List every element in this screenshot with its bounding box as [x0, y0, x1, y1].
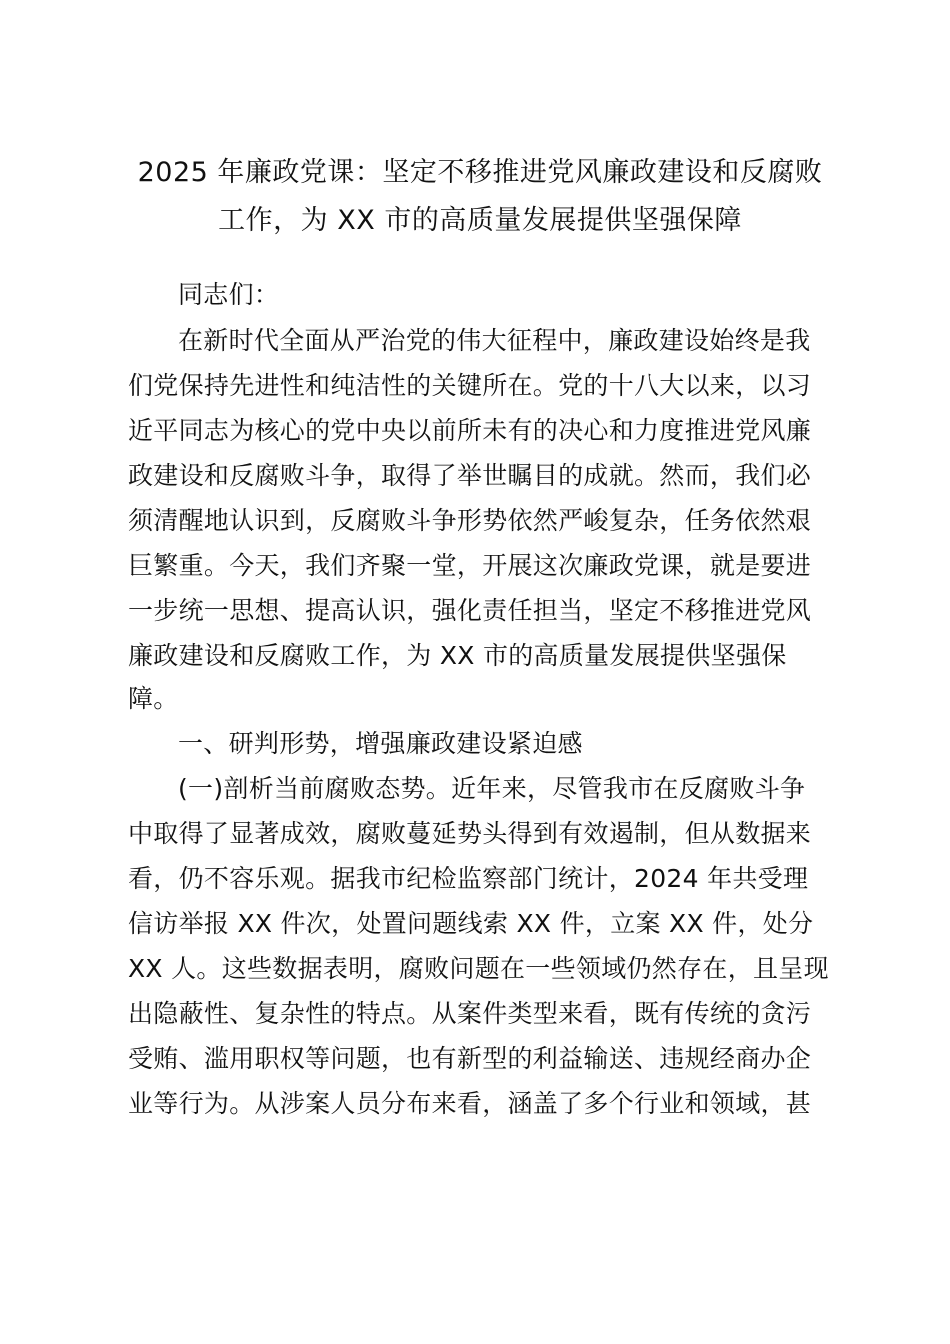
subsection-line: (一)剖析当前腐败态势。近年来，尽管我市在反腐败斗争	[178, 774, 806, 803]
subsection-line: 出隐蔽性、复杂性的特点。从案件类型来看，既有传统的贪污	[128, 999, 812, 1028]
intro-line: 近平同志为核心的党中央以前所未有的决心和力度推进党风廉	[128, 416, 812, 445]
intro-line: 在新时代全面从严治党的伟大征程中，廉政建设始终是我	[178, 326, 811, 355]
document-title-line-2: 工作，为 XX 市的高质量发展提供坚强保障	[218, 205, 742, 236]
subsection-line: 业等行为。从涉案人员分布来看，涵盖了多个行业和领域，甚	[128, 1089, 812, 1118]
intro-line: 障。	[128, 684, 179, 713]
document-title-line-1: 2025 年廉政党课：坚定不移推进党风廉政建设和反腐败	[137, 157, 823, 188]
intro-line: 们党保持先进性和纯洁性的关键所在。党的十八大以来，以习	[128, 371, 812, 400]
intro-line: 一步统一思想、提高认识，强化责任担当，坚定不移推进党风	[128, 596, 812, 625]
subsection-line: 中取得了显著成效，腐败蔓延势头得到有效遏制，但从数据来	[128, 819, 812, 848]
subsection-line: 看，仍不容乐观。据我市纪检监察部门统计，2024 年共受理	[128, 864, 809, 893]
section-heading: 一、研判形势，增强廉政建设紧迫感	[178, 729, 583, 758]
intro-line: 须清醒地认识到，反腐败斗争形势依然严峻复杂，任务依然艰	[128, 506, 812, 535]
intro-line: 巨繁重。今天，我们齐聚一堂，开展这次廉政党课，就是要进	[128, 551, 812, 580]
subsection-line: 受贿、滥用职权等问题，也有新型的利益输送、违规经商办企	[128, 1044, 812, 1073]
subsection-line: 信访举报 XX 件次，处置问题线索 XX 件，立案 XX 件，处分	[128, 909, 814, 938]
subsection-line: XX 人。这些数据表明，腐败问题在一些领域仍然存在，且呈现	[128, 954, 829, 983]
intro-line: 政建设和反腐败斗争，取得了举世瞩目的成就。然而，我们必	[128, 461, 812, 490]
salutation: 同志们：	[178, 280, 280, 309]
intro-line: 廉政建设和反腐败工作，为 XX 市的高质量发展提供坚强保	[128, 641, 787, 670]
